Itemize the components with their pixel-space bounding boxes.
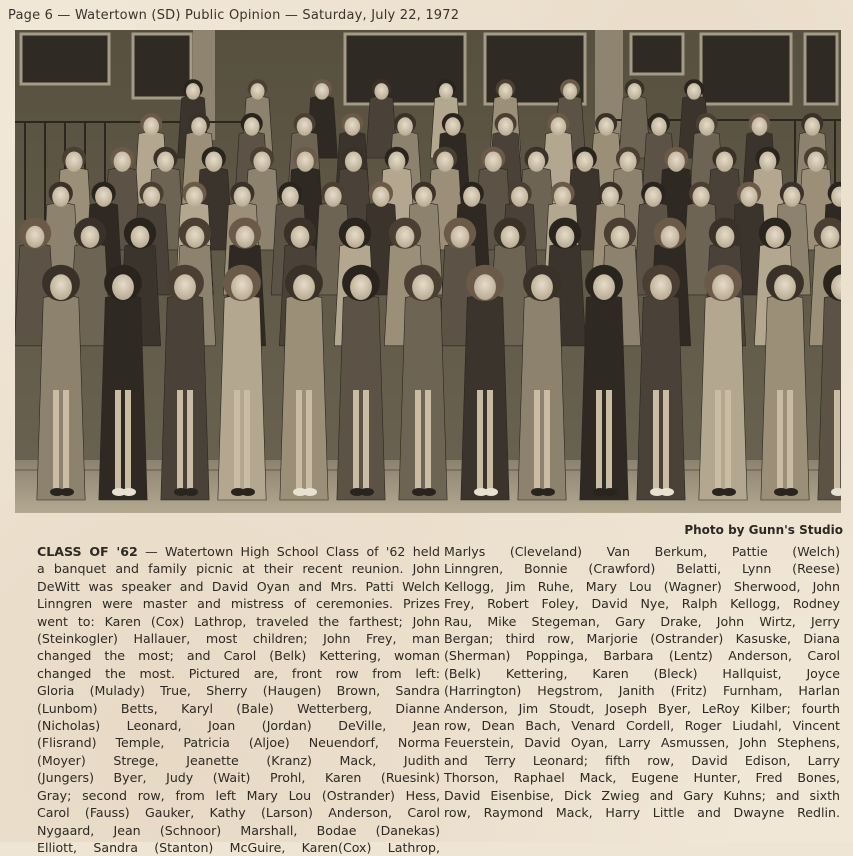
caption-line: (Harrington) Hegstrom, Janith (Fritz) Furnham, Harlan [444,683,840,699]
person-body [399,296,447,500]
person-face [297,152,314,172]
person-leg [63,390,69,490]
person-face [439,83,453,100]
person-face [511,187,528,207]
person-face [716,152,733,172]
person-leg [534,390,540,490]
person-leg [363,390,369,490]
caption-line: row, Raymond Mack, Harry Little and Dwayne Redlin. [444,805,840,821]
caption-line: changed the most. Pictured are, front row from left: [37,665,440,681]
caption-line: changed the most; and Carol (Belk) Kettering, woman [37,648,440,664]
person-leg [653,390,659,490]
person-face [297,117,313,135]
person-face [651,117,667,135]
person-leg [596,390,602,490]
person-face [315,83,329,100]
person-face [556,226,575,248]
person-face [593,274,615,300]
caption-line: a banquet and family picnic at their recent reunion. John [37,561,440,577]
person-face [346,226,365,248]
class-reunion-photo [15,30,841,513]
caption-line: and Terry Leonard; fifth row, David Edison, Larry [444,752,840,768]
person-leg [477,390,483,490]
person-leg [353,390,359,490]
person-face [498,83,512,100]
caption-line: (Nicholas) Leonard, Joan (Jordan) DeVille, Jean [37,718,440,734]
caption-line: row, Dean Bach, Venard Cordell, Roger Liudahl, Vincent [444,718,840,734]
person-face [231,274,253,300]
person-face [716,226,735,248]
caption-line: Gloria (Mulady) True, Sherry (Haugen) Brown, Sandra [37,683,440,699]
person-body [580,296,628,500]
person-face [693,187,710,207]
caption-line: Linngren were master and mistress of ceremonies. Prizes [37,596,440,612]
person-body [461,296,509,500]
person-face [250,83,264,100]
caption-line: Rau, Mike Stegeman, Gary Drake, John Wirtz, Jerry [444,613,840,629]
caption-line: (Steinkogler) Hallauer, most children; John Frey, man [37,631,440,647]
person-face [186,226,205,248]
person-face [807,152,824,172]
person-face [397,117,413,135]
person-body [518,296,566,500]
person-face [766,226,785,248]
caption-paragraph [444,543,840,822]
person-leg [425,390,431,490]
caption-line: Feuerstein, David Oyan, Larry Asmussen, John Stephens, [444,735,840,751]
person-shoe [184,488,198,496]
photo-credit: Photo by Gunn's Studio [684,523,843,537]
caption-line: — Watertown High School Class of '62 held [137,544,440,559]
person-face [774,274,796,300]
person-leg [606,390,612,490]
person-leg [777,390,783,490]
person-shoe [241,488,255,496]
person-face [451,226,470,248]
person-face [112,274,134,300]
person-leg [234,390,240,490]
person-face [345,117,361,135]
person-face [445,117,461,135]
person-face [324,187,341,207]
person-face [143,187,160,207]
person-face [436,152,453,172]
caption-line: (Moyer) Strege, Jeanette (Kranz) Mack, Judith [37,752,440,768]
person-face [661,226,680,248]
person-face [26,226,45,248]
person-leg [725,390,731,490]
person-face [396,226,415,248]
person-body [161,296,209,500]
caption-line: Frey, Robert Foley, David Nye, Ralph Kellogg, Rodney [444,596,840,612]
caption-lead: CLASS OF '62 [37,544,138,559]
person-leg [834,390,840,490]
caption-line: (Sherman) Poppinga, Barbara (Lentz) Anderson, Carol [444,648,840,664]
person-face [611,226,630,248]
person-body [337,296,385,500]
person-face [627,83,641,100]
person-shoe [484,488,498,496]
person-leg [487,390,493,490]
person-shoe [541,488,555,496]
person-leg [544,390,550,490]
person-face [50,274,72,300]
person-face [114,152,131,172]
person-face [174,274,196,300]
person-face [65,152,82,172]
caption-line: Kellogg, Jim Ruhe, Mary Lou (Wagner) Sherwood, John [444,578,840,594]
person-face [498,117,514,135]
caption-line: Elliott, Sandra (Stanton) McGuire, Karen(Cox) Lathrop, [37,839,440,855]
person-face [81,226,100,248]
person-face [619,152,636,172]
person-face [372,187,389,207]
caption-line: DeWitt was speaker and David Oyan and Mrs. Patti Welch [37,578,440,594]
person-face [293,274,315,300]
person-body [280,296,328,500]
caption-line: (Flisrand) Temple, Patricia (Aljoe) Neuendorf, Norma [37,735,440,751]
person-face [650,274,672,300]
person-face [759,152,776,172]
person-face [752,117,768,135]
person-leg [415,390,421,490]
person-face [712,274,734,300]
person-leg [125,390,131,490]
caption-line: Marlys (Cleveland) Van Berkum, Pattie (Welch) [444,544,840,559]
person-face [291,226,310,248]
person-face [551,117,567,135]
person-leg [244,390,250,490]
person-shoe [122,488,136,496]
person-body [699,296,747,500]
person-face [143,117,159,135]
person-face [412,274,434,300]
building-windows [21,34,837,104]
person-face [474,274,496,300]
person-face [282,187,299,207]
person-leg [306,390,312,490]
person-face [236,226,255,248]
caption-right-column [444,543,840,822]
person-body [37,296,85,500]
person-face [415,187,432,207]
person-face [668,152,685,172]
caption-line: (Belk) Kettering, Karen (Bleck) Hallquist, Joyce [444,665,840,681]
person-face [699,117,715,135]
person-face [388,152,405,172]
person-shoe [422,488,436,496]
person-shoe [660,488,674,496]
person-leg [787,390,793,490]
person-face [157,152,174,172]
person-leg [53,390,59,490]
person-face [205,152,222,172]
person-shoe [303,488,317,496]
person-face [345,152,362,172]
caption-first-line [37,543,440,560]
person-body [637,296,685,500]
person-leg [715,390,721,490]
person-face [131,226,150,248]
caption-line: Thorson, Raphael Mack, Eugene Hunter, Fred Bones, [444,770,840,786]
caption-line: Bergan; third row, Marjorie (Ostrander) Kasuske, Diana [444,631,840,647]
person-leg [177,390,183,490]
person-face [563,83,577,100]
person-face [234,187,251,207]
person-shoe [603,488,617,496]
person-leg [187,390,193,490]
person-face [186,187,203,207]
person-face [253,152,270,172]
caption-left-column [37,543,440,856]
caption-line: Anderson, Jim Stoudt, Joseph Byer, LeRoy Kilber; fourth [444,700,840,716]
person-body [218,296,266,500]
caption-line: Nygaard, Jean (Schnoor) Marshall, Bodae (Danekas) [37,822,440,838]
caption-line: Carol (Fauss) Gauker, Kathy (Larson) Anderson, Carol [37,805,440,821]
caption-line: Gray; second row, from left Mary Lou (Ostrander) Hess, [37,787,440,803]
person-face [528,152,545,172]
person-face [821,226,840,248]
person-face [191,117,207,135]
person-face [804,117,820,135]
person-face [350,274,372,300]
caption-line: David Eisenbise, Dick Zwieg and Gary Kuhns; and sixth [444,787,840,803]
person-face [554,187,571,207]
person-face [531,274,553,300]
person-face [687,83,701,100]
person-face [374,83,388,100]
caption-line: (Jungers) Byer, Judy (Wait) Prohl, Karen (Ruesink) [37,770,440,786]
person-face [598,117,614,135]
photo-illustration [15,30,841,513]
person-face [501,226,520,248]
person-leg [663,390,669,490]
person-face [186,83,200,100]
person-face [52,187,69,207]
person-leg [296,390,302,490]
person-shoe [60,488,74,496]
person-body [99,296,147,500]
person-face [244,117,260,135]
person-face [645,187,662,207]
person-leg [115,390,121,490]
person-face [602,187,619,207]
caption-paragraph [37,543,440,856]
person-shoe [360,488,374,496]
person-face [783,187,800,207]
person-face [95,187,112,207]
caption-line: (Lunbom) Betts, Karyl (Bale) Wetterberg, Dianne [37,700,440,716]
person-body [761,296,809,500]
person-face [463,187,480,207]
person-shoe [722,488,736,496]
caption-line: Linngren, Bonnie (Crawford) Belatti, Lynn (Reese) [444,561,840,577]
caption-line: went to: Karen (Cox) Lathrop, traveled the farthest; John [37,613,440,629]
person-face [485,152,502,172]
person-shoe [784,488,798,496]
person-face [576,152,593,172]
page-header: Page 6 — Watertown (SD) Public Opinion — Saturday, July 22, 1972 [8,8,460,23]
person-face [740,187,757,207]
